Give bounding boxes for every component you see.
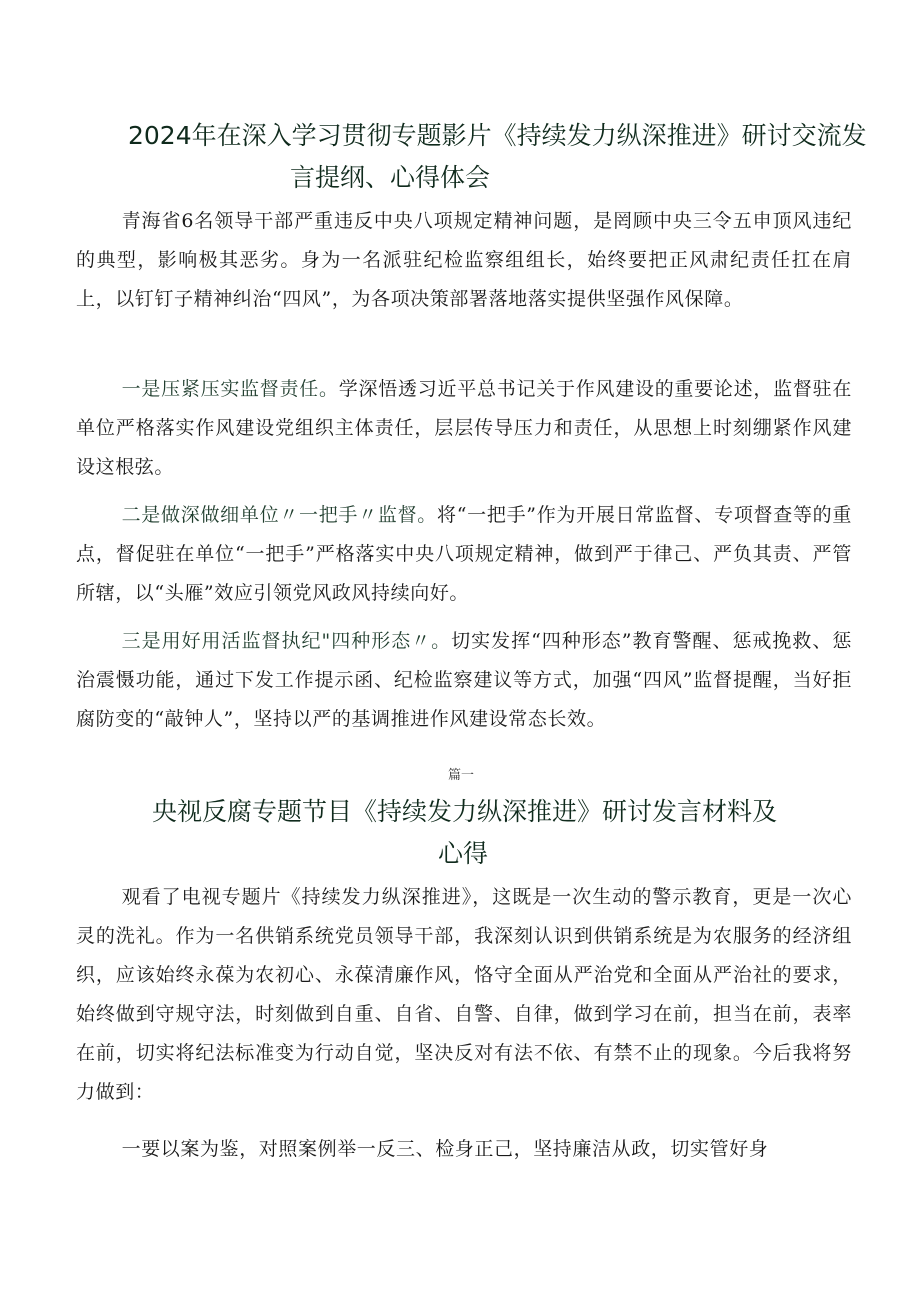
article1-point1-body: 学深悟透习近平总书记关于作风建设的重要论述，监督驻在单位严格落实作风建设党组织主体责任，层层传导压力和责任，从思想上时刻绷紧作风建设这根弦。: [76, 378, 852, 478]
article1-point3-lead: 三是用好用活监督执纪"四种形态〃。: [121, 630, 452, 652]
article1-title-line1: 2024年在深入学习贯彻专题影片《持续发力纵深推进》研讨交流发: [128, 121, 867, 150]
article1-point2-paragraph: [76, 496, 852, 613]
article2-title-line2: 心得: [438, 839, 489, 868]
article1-point3-body: 切实发挥“四种形态”教育警醒、惩戒挽救、惩治震慑功能，通过下发工作提示函、纪检监察建议等方式，加强“四风”监督提醒，当好拒腐防变的“敲钟人”，坚持以严的基调推进作风建设常态长效。: [76, 630, 852, 730]
article1-point2-body: 将“一把手”作为开展日常监督、专项督查等的重点，督促驻在单位“一把手”严格落实中央八项规定精神，做到严于律己、严负其责、严管所辖，以“头雁”效应引领党风政风持续向好。: [76, 504, 852, 604]
section-divider-label: 篇一: [448, 768, 475, 783]
article1-point1-lead: 一是压紧压实监督责任。: [121, 378, 339, 400]
article2-intro-paragraph: 观看了电视专题片《持续发力纵深推进》，这既是一次生动的警示教育，更是一次心灵的洗礼。作为一名供销系统党员领导干部，我深刻认识到供销系统是为农服务的经济组织，应该始终永葆为农初心、永葆清廉作风，恪守全面从严治党和全面从严治社的要求，始终做到守规守法，时刻做到自重、自省、自警、自律，做到学习在前，担当在前，表率在前，切实将纪法标准变为行动自觉，坚决反对有法不依、有禁不止的现象。今后我将努力做到：: [76, 886, 852, 1103]
article1-point2-lead: 二是做深做细单位〃一把手〃监督。: [121, 504, 437, 526]
article1-intro-paragraph: 青海省6名领导干部严重违反中央八项规定精神问题，是罔顾中央三令五申顶风违纪的典型，影响极其恶劣。身为一名派驻纪检监察组组长，始终要把正风肃纪责任扛在肩上，以钉钉子精神纠治“四风”，为各项决策部署落地落实提供坚强作风保障。: [76, 210, 852, 310]
article1-point3-paragraph: [76, 622, 852, 739]
article2-point1-paragraph: 一要以案为鉴，对照案例举一反三、检身正己，坚持廉洁从政，切实管好身: [121, 1138, 769, 1160]
article1-title-line2: 言提纲、心得体会: [290, 163, 491, 192]
article2-title-line1: 央视反腐专题节目《持续发力纵深推进》研讨发言材料及: [152, 797, 778, 826]
article1-point1-paragraph: [76, 370, 852, 487]
